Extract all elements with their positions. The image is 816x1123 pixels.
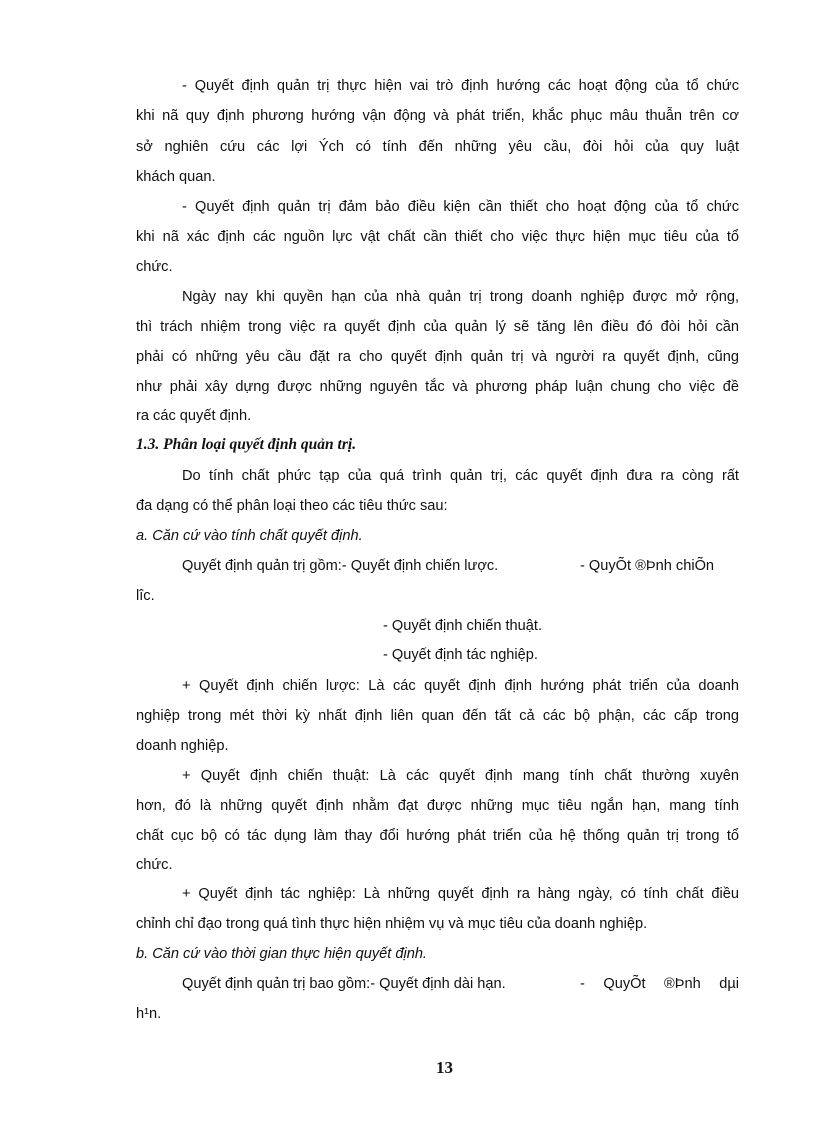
text-line: như phải xây dựng được những nguyên tắc và phương pháp luận chung cho việc đề <box>136 379 739 395</box>
text-line: chỉnh chỉ đạo trong quá tình thực hiện nhiệm vụ và mục tiêu của doanh nghiệp. <box>136 916 648 932</box>
list-item: - Quyết định chiến thuật. <box>383 618 543 634</box>
text-line: Do tính chất phức tạp của quá trình quản trị, các quyết định đưa ra còng rất <box>182 468 739 484</box>
text-line: khi nã xác định các nguồn lực vật chất cần thiết cho việc thực hiện mục tiêu của tổ <box>136 229 739 245</box>
section-heading: 1.3. Phân loại quyết định quản trị. <box>136 436 357 453</box>
text-line: Quyết định quản trị gồm:- Quyết định chiến lược. <box>182 558 499 574</box>
page-number: 13 <box>436 1058 453 1077</box>
text-line: phải có những yêu cầu đặt ra cho quyết định quản trị và người ra quyết định, cũng <box>136 349 739 365</box>
text-line: + Quyết định tác nghiệp: Là những quyết định ra hàng ngày, có tính chất điều <box>182 886 739 902</box>
text-line: - Quyết định quản trị thực hiện vai trò định hướng các hoạt động của tổ chức <box>182 78 739 94</box>
text-line: đa dạng có thể phân loại theo các tiêu thức sau: <box>136 498 448 514</box>
text-line: + Quyết định chiến thuật: Là các quyết định mang tính chất thường xuyên <box>182 768 739 784</box>
text-line: khi nã quy định phương hướng vận động và phát triển, khắc phục mâu thuẫn trên cơ <box>136 108 739 124</box>
text-line: - QuyÕt ®Þnh dµi <box>580 976 739 992</box>
text-line: h¹n. <box>136 1006 162 1022</box>
list-item: - Quyết định tác nghiệp. <box>383 647 538 663</box>
text-line: nghiệp trong mét thời kỳ nhất định liên quan đến tất cả các bộ phận, các cấp trong <box>136 708 739 724</box>
text-line: + Quyết định chiến lược: Là các quyết định định hướng phát triển của doanh <box>182 678 739 694</box>
subsection-heading: b. Căn cứ vào thời gian thực hiện quyết định. <box>136 946 427 962</box>
text-line: sở nghiên cứu các lợi Ých có tính đến những yêu cầu, đòi hỏi của quy luật <box>136 139 739 155</box>
text-line: - Quyết định quản trị đảm bảo điều kiện cần thiết cho hoạt động của tổ chức <box>182 199 739 215</box>
text-line: - QuyÕt ®Þnh chiÕn <box>580 558 715 574</box>
text-line: chức. <box>136 857 173 873</box>
text-line: Ngày nay khi quyền hạn của nhà quản trị trong doanh nghiệp được mở rộng, <box>182 289 739 305</box>
text-line: chức. <box>136 259 173 275</box>
text-line: hơn, đó là những quyết định nhằm đạt được những mục tiêu ngắn hạn, mang tính <box>136 798 739 814</box>
text-line: ra các quyết định. <box>136 408 252 424</box>
subsection-heading: a. Căn cứ vào tính chất quyết định. <box>136 528 363 544</box>
text-line: khách quan. <box>136 169 216 185</box>
text-line: Quyết định quản trị bao gồm:- Quyết định dài hạn. <box>182 976 506 992</box>
text-line: doanh nghiệp. <box>136 738 229 754</box>
text-line: chất cục bộ có tác dụng làm thay đổi hướng phát triển của hệ thống quản trị trong tổ <box>136 828 739 844</box>
text-line: thì trách nhiệm trong việc ra quyết định của quản lý sẽ tăng lên điều đó đòi hỏi cần <box>136 319 739 335</box>
text-line: lîc. <box>136 588 155 604</box>
